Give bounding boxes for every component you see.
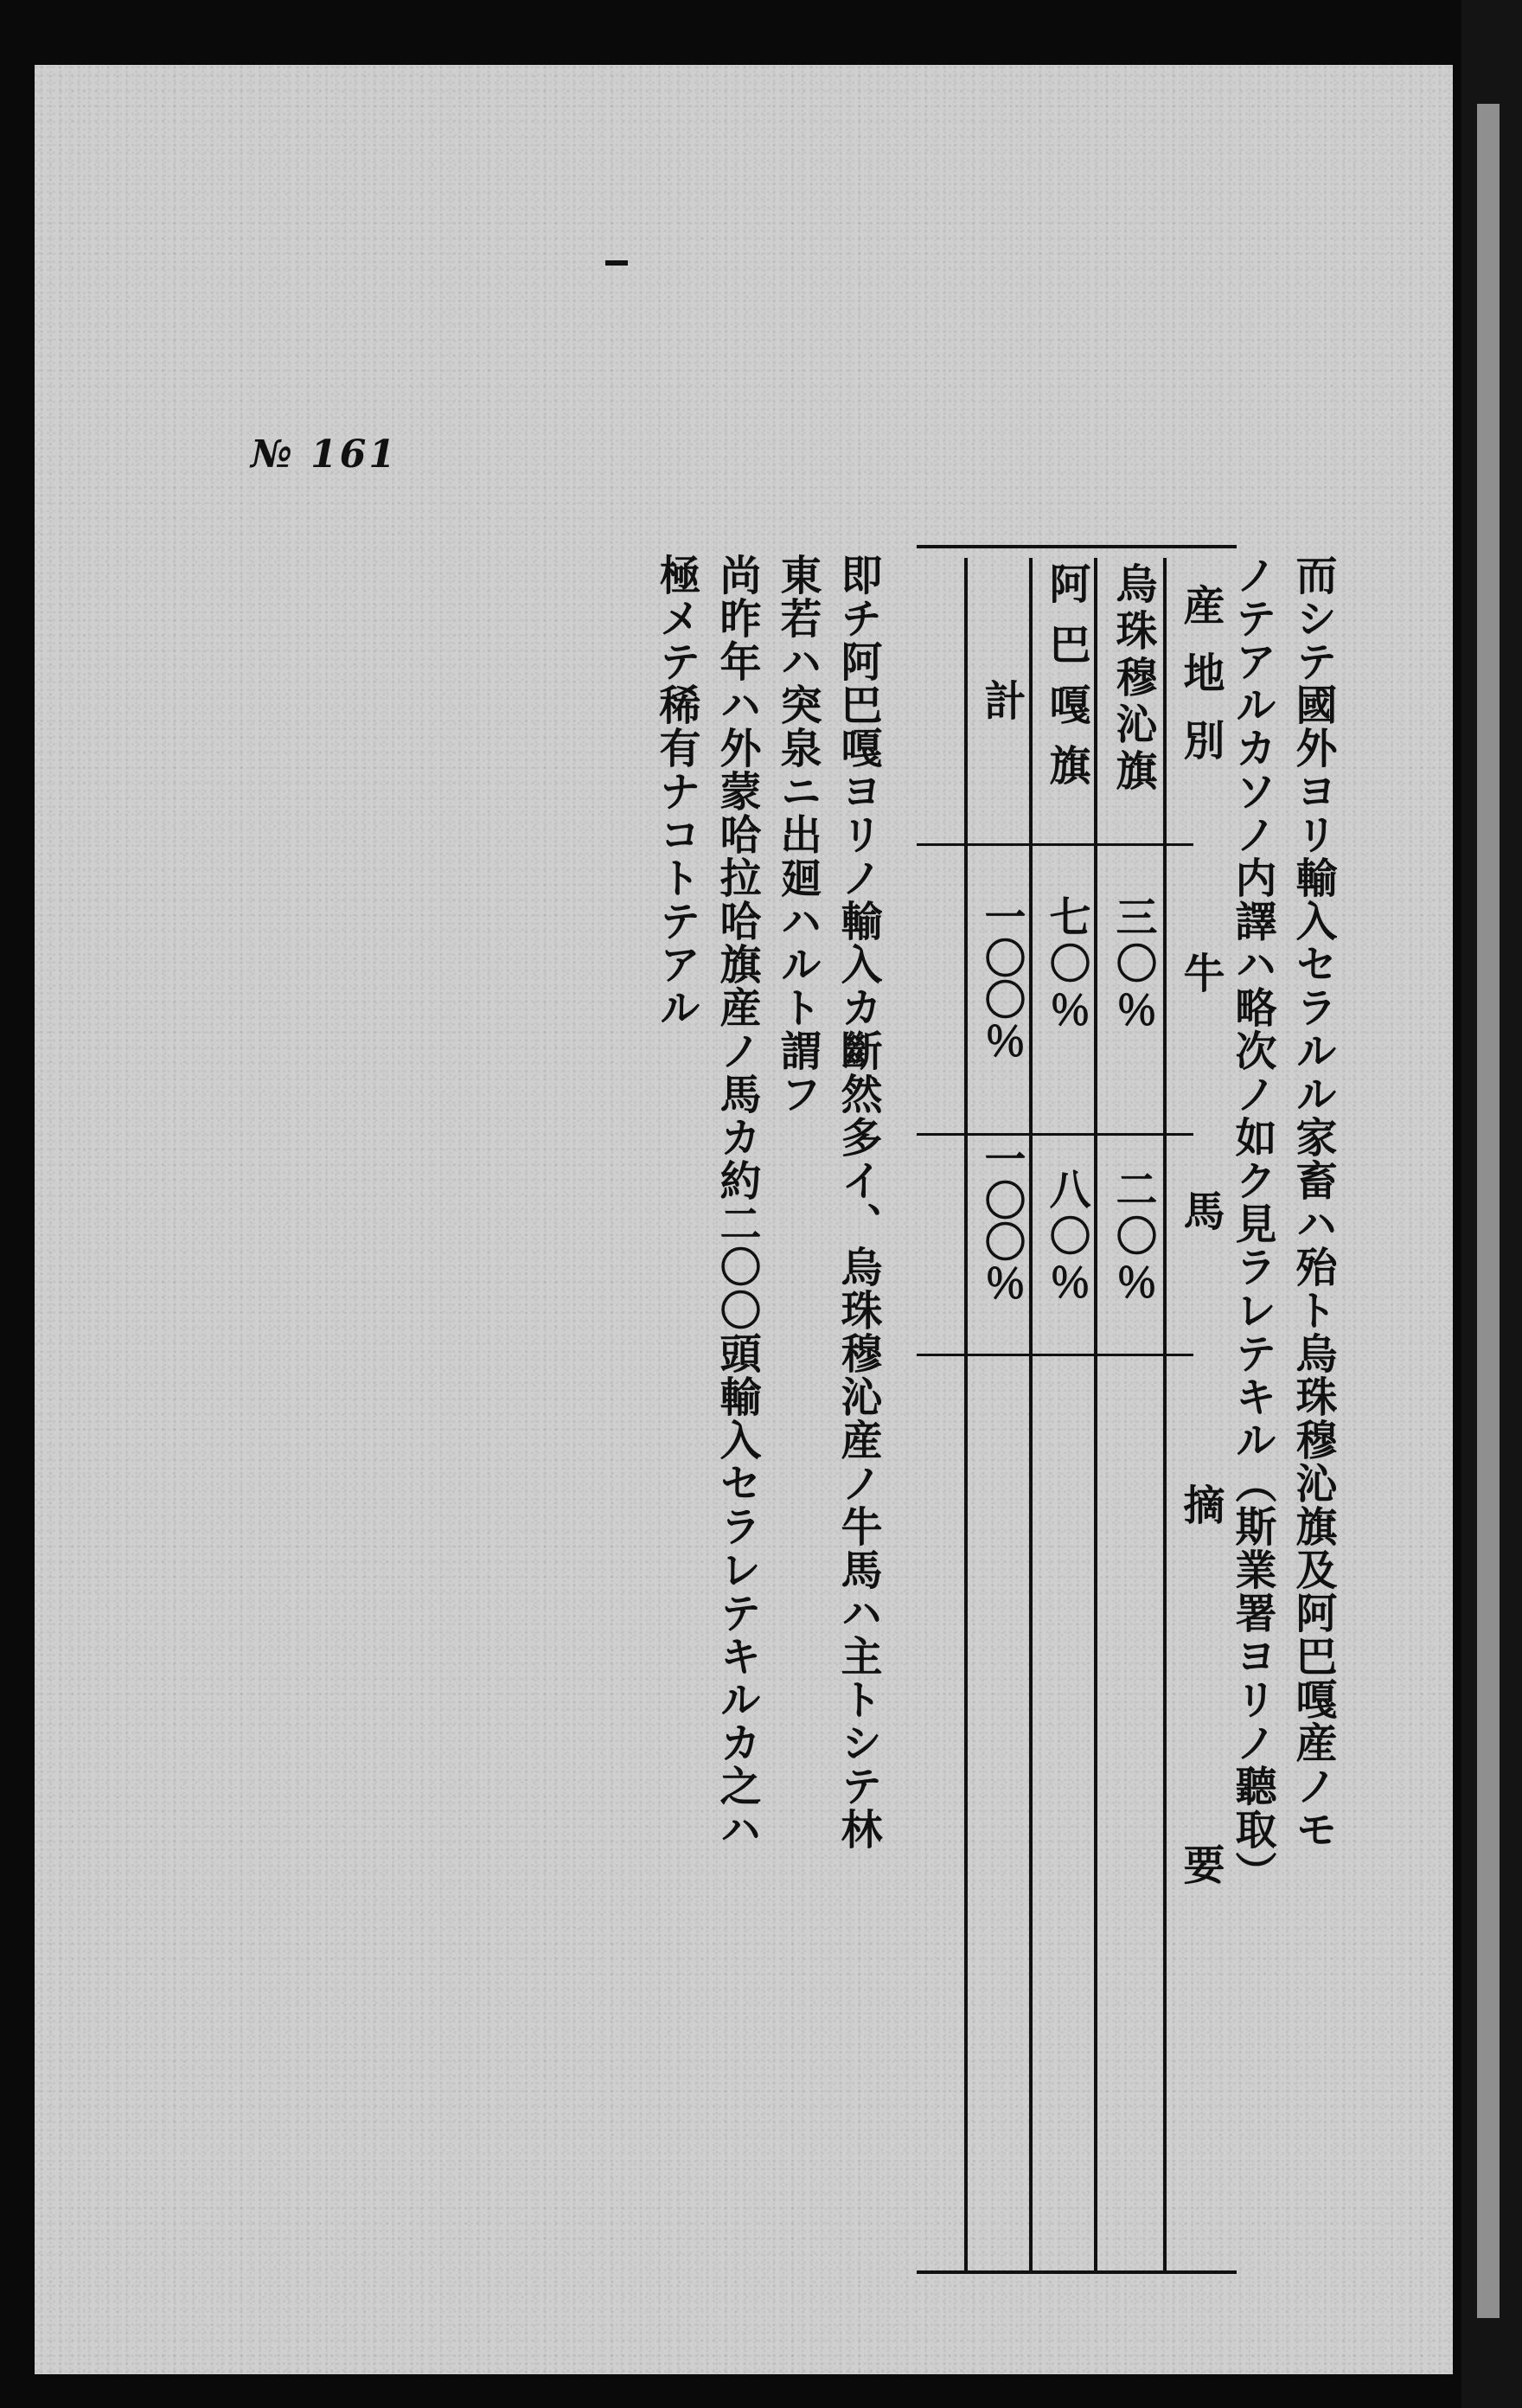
row-region: 阿巴嘎旗 <box>1042 562 1090 804</box>
table-row-rule <box>917 1354 1193 1356</box>
table-row-rule <box>917 1133 1193 1136</box>
row-horse: 一〇〇％ <box>977 1137 1026 1303</box>
row-cattle: 三〇％ <box>1109 895 1157 1035</box>
header-cattle: 牛 <box>1176 951 1225 993</box>
row-horse: 八〇％ <box>1042 1168 1090 1308</box>
row-region: 烏珠穆沁旗 <box>1109 562 1157 796</box>
header-region: 産地別 <box>1176 584 1225 786</box>
header-remarks: 摘 要 <box>1176 1483 1225 2023</box>
header-horse: 馬 <box>1176 1189 1225 1231</box>
intro-line-1: 而シテ國外ヨリ輸入セラルル家畜ハ殆ト烏珠穆沁旗及阿巴嘎産ノモ <box>1289 554 1337 1851</box>
adjacent-page-edge <box>1477 104 1500 2318</box>
table-col-rule <box>1094 558 1097 2270</box>
row-region: 計 <box>977 679 1026 720</box>
scan-border-top <box>0 0 1522 65</box>
table-col-rule <box>1029 558 1033 2270</box>
table-col-rule <box>1163 558 1167 2270</box>
page-number: № 161 <box>251 432 398 477</box>
table-top-rule <box>917 545 1237 548</box>
row-cattle: 七〇％ <box>1042 895 1090 1035</box>
row-horse: 二〇％ <box>1109 1168 1157 1308</box>
document-page <box>35 65 1453 2374</box>
row-cattle: 一〇〇％ <box>977 895 1026 1061</box>
body-line-4: 極メテ稀有ナコトテアル <box>652 554 700 1029</box>
body-line-2: 東若ハ突泉ニ出廻ハルト謂フ <box>773 554 822 1116</box>
table-col-rule <box>964 558 968 2270</box>
table-bottom-rule <box>917 2270 1237 2274</box>
body-line-3: 尚昨年ハ外蒙哈拉哈旗産ノ馬カ約二〇〇頭輸入セラレテキルカ之ハ <box>713 554 761 1851</box>
intro-line-2: ノテアルカソノ内譯ハ略次ノ如ク見ラレテキル（斯業署ヨリノ聽取） <box>1228 554 1276 1894</box>
ink-mark <box>605 260 628 266</box>
table-row-rule <box>917 843 1193 846</box>
body-line-1: 即チ阿巴嘎ヨリノ輸入カ斷然多イ、烏珠穆沁産ノ牛馬ハ主トシテ林 <box>834 554 882 1851</box>
